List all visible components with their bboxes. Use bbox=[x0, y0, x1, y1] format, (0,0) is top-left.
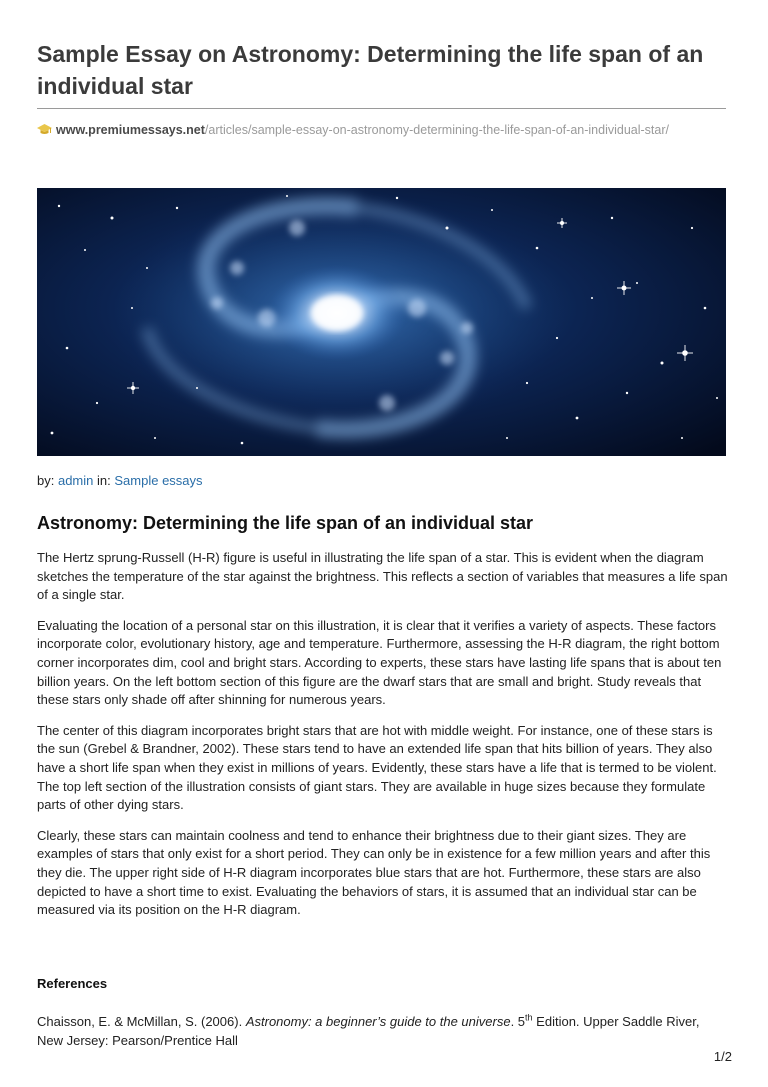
reference-publisher: Edition. Upper Saddle River, New Jersey: Pearson/Prentice Hall bbox=[37, 1014, 700, 1048]
paragraph: The Hertz sprung-Russell (H-R) figure is useful in illustrating the life span of a star. This is evident when the diagram sketches the temperature of the star against the brightness. This reflects a section of variables that measures a life span of a single star. bbox=[37, 550, 728, 603]
url-domain[interactable]: www.premiumessays.net bbox=[56, 123, 205, 137]
reference-authors: Chaisson, E. & McMillan, S. (2006). bbox=[37, 1014, 243, 1029]
url-path[interactable]: /articles/sample-essay-on-astronomy-determining-the-life-span-of-an-individual-star/ bbox=[204, 123, 669, 137]
by-label: by: bbox=[37, 473, 55, 488]
paragraph: The center of this diagram incorporates bright stars that are hot with middle weight. For instance, one of these stars is the sun (Grebel & Brandner, 2002). These stars tend to have an extended life span that hits billion of years. They also have a short life span when they exist in millions of years. Evidently, these stars have a life that is termed to be violent. The top left section of the illustration consists of giant stars. They are available in huge sizes because they formulate parts of other dying stars. bbox=[37, 722, 717, 813]
source-url[interactable] bbox=[37, 121, 727, 140]
reference-title: Astronomy: a beginner’s guide to the universe bbox=[245, 1014, 511, 1029]
paragraph: Clearly, these stars can maintain coolness and tend to enhance their brightness due to their giant sizes. They are examples of stars that only exist for a short period. They can only be in existence for a few million years and after this they die. The upper right side of H-R diagram incorporates blue stars that are hot. Furthermore, these stars are also depicted to have a short time to exist. Evaluating the behaviors of stars, it is assumed that an individual star can be measured via its position on the H-R diagram. bbox=[37, 827, 711, 918]
article-body bbox=[37, 549, 732, 932]
reference-edition-number: . 5 bbox=[510, 1014, 526, 1029]
in-label: in: bbox=[97, 473, 111, 488]
reference-edition-suffix: th bbox=[525, 1012, 533, 1023]
spiral-galaxy-image bbox=[37, 188, 726, 456]
references-heading: References bbox=[37, 976, 108, 991]
byline bbox=[37, 472, 203, 490]
reference-item bbox=[37, 1012, 727, 1050]
page-number: 1/2 bbox=[713, 1049, 732, 1064]
author-link[interactable]: admin bbox=[57, 473, 94, 488]
paragraph: Evaluating the location of a personal star on this illustration, it is clear that it verifies a variety of aspects. These factors incorporate color, evolutionary history, age and temperature. Furthermore, assessing the H-R diagram, the right bottom corner incorporates dim, cool and bright stars. According to experts, these stars have lasting life spans that is about ten billion years. On the left bottom section of this figure are the dwarf stars that are small and bright. Study reveals that these stars only shade off after shinning for numerous years. bbox=[37, 617, 722, 708]
category-link[interactable]: Sample essays bbox=[114, 473, 203, 488]
title-divider bbox=[37, 108, 726, 109]
page-title: Sample Essay on Astronomy: Determining the life span of an individual star bbox=[37, 41, 704, 99]
article-heading: Astronomy: Determining the life span of an individual star bbox=[37, 513, 534, 533]
graduation-cap-icon bbox=[37, 124, 52, 135]
